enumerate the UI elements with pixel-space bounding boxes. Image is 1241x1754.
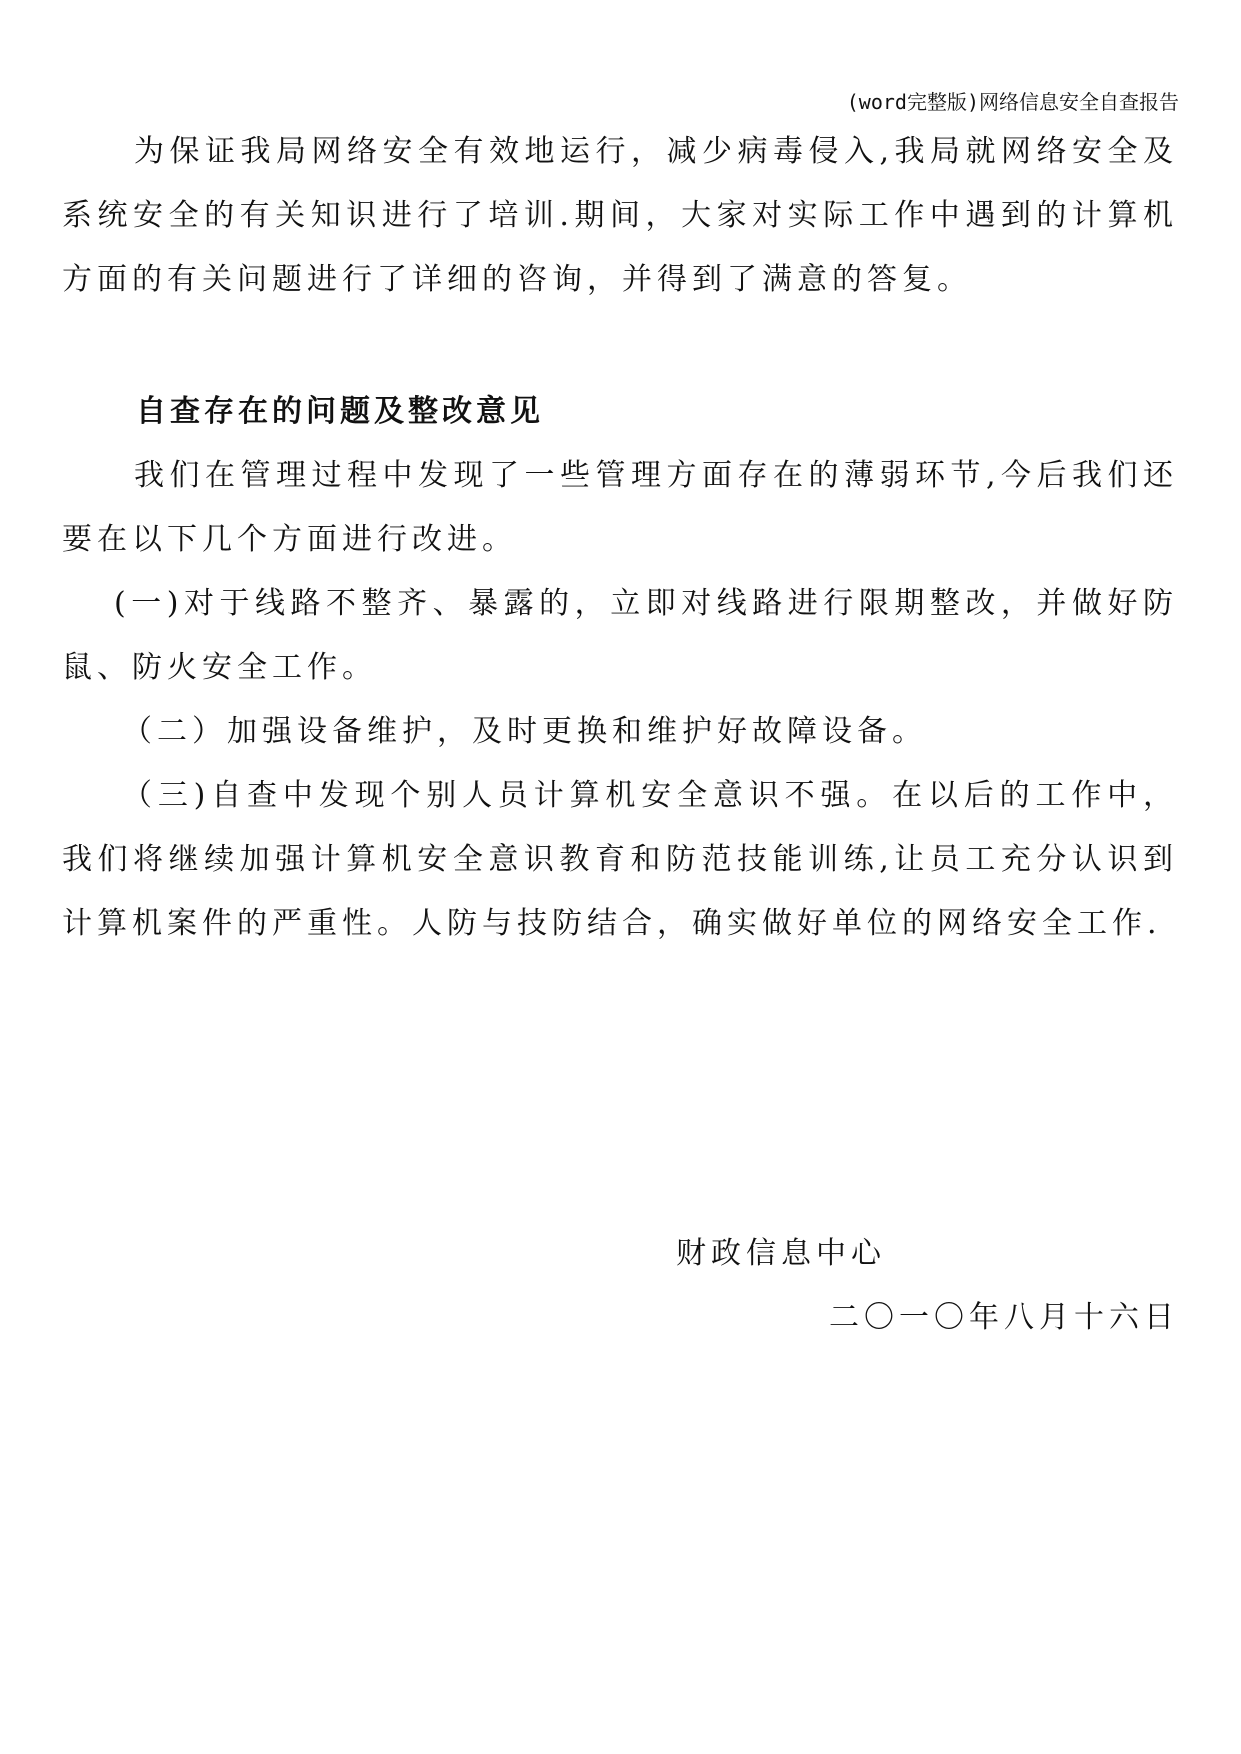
item-1-paragraph: (一)对于线路不整齐、暴露的，立即对线路进行限期整改，并做好防鼠、防火安全工作。 (62, 586, 1178, 685)
item-3-paragraph: （三)自查中发现个别人员计算机安全意识不强。在以后的工作中，我们将继续加强计算机安全意识教育和防范技能训练,让员工充分认识到计算机案件的严重性。人防与技防结合，确实做好单位的网络安全工作. (62, 778, 1179, 941)
running-header: (word完整版)网络信息安全自查报告 (846, 90, 1179, 114)
item-2-paragraph: （二）加强设备维护，及时更换和维护好故障设备。 (122, 714, 927, 749)
issues-paragraph: 我们在管理过程中发现了一些管理方面存在的薄弱环节,今后我们还要在以下几个方面进行改进。 (62, 458, 1178, 557)
section-heading: 自查存在的问题及整改意见 (136, 394, 544, 429)
signature-organization: 财政信息中心 (676, 1236, 886, 1271)
signature-date: 二〇一〇年八月十六日 (829, 1300, 1179, 1335)
intro-paragraph: 为保证我局网络安全有效地运行，减少病毒侵入,我局就网络安全及系统安全的有关知识进行了培训.期间，大家对实际工作中遇到的计算机方面的有关问题进行了详细的咨询，并得到了满意的答复。 (62, 134, 1178, 297)
